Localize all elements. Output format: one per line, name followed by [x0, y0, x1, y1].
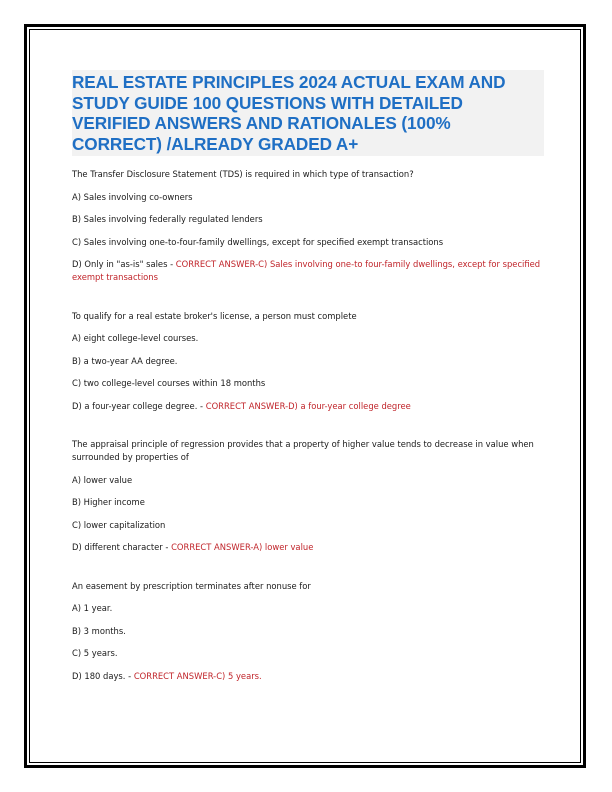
option-d: D) different character - [72, 542, 172, 552]
question-spacer [72, 564, 544, 580]
option-c: C) Sales involving one-to-four-family dwellings, except for specified exempt transactions [72, 236, 444, 247]
question-spacer [72, 294, 544, 310]
option-b: B) Sales involving federally regulated lenders [72, 214, 263, 224]
title-block [72, 70, 544, 156]
option-a: A) eight college-level courses. [72, 333, 199, 343]
correct-answer: CORRECT ANSWER-C) 5 years. [133, 670, 262, 681]
question-block-1 [72, 168, 544, 284]
option-d: D) Only in "as-is" sales - [72, 259, 176, 269]
correct-answer: CORRECT ANSWER-D) a four-year college degree [205, 400, 411, 411]
option-a: A) lower value [72, 474, 133, 485]
correct-answer: CORRECT ANSWER-A) lower value [171, 542, 314, 552]
correct-answer: CORRECT ANSWER-C) Sales involving one-to four-family dwellings, except for specified exempt transactions [72, 259, 541, 282]
document-body [72, 70, 544, 692]
option-c: C) two college-level courses within 18 months [72, 378, 266, 388]
option-b: B) 3 months. [72, 625, 126, 636]
option-d-with-answer [72, 541, 544, 554]
option-d-with-answer [72, 400, 544, 413]
question-prompt: The appraisal principle of regression provides that a property of higher value tends to decrease in value when surrounded by properties of [72, 439, 534, 462]
option-c: C) 5 years. [72, 648, 118, 658]
question-spacer [72, 422, 544, 438]
option-d: D) 180 days. - [72, 670, 134, 681]
question-prompt: The Transfer Disclosure Statement (TDS) is required in which type of transaction? [72, 169, 414, 179]
option-d-with-answer [72, 670, 544, 683]
option-a: A) 1 year. [72, 603, 113, 613]
option-a: A) Sales involving co-owners [72, 191, 193, 202]
option-c: C) lower capitalization [72, 519, 166, 530]
question-block-2 [72, 310, 544, 413]
option-d: D) a four-year college degree. - [72, 400, 206, 411]
option-b: B) Higher income [72, 497, 145, 507]
question-prompt: To qualify for a real estate broker's license, a person must complete [72, 310, 357, 321]
option-d-with-answer [72, 258, 544, 284]
question-block-3 [72, 438, 544, 554]
option-b: B) a two-year AA degree. [72, 355, 178, 366]
document-title: REAL ESTATE PRINCIPLES 2024 ACTUAL EXAM AND STUDY GUIDE 100 QUESTIONS WITH DETAILED VERIFIED ANSWERS AND RATIONALES (100% CORRECT) /ALREADY GRADED A+ [72, 72, 506, 154]
question-block-4 [72, 580, 544, 683]
question-prompt: An easement by prescription terminates after nonuse for [72, 580, 311, 591]
